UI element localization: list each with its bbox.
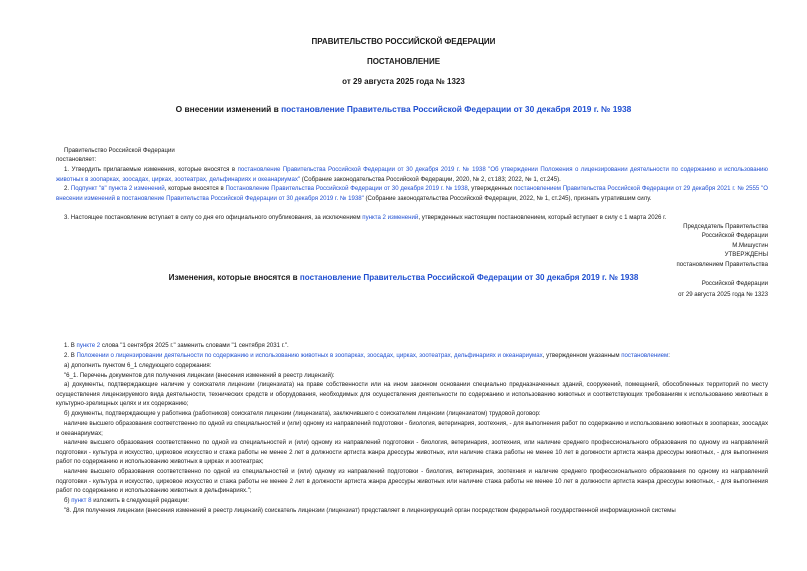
changes-title-link[interactable]: постановление Правительства Российской Федерации от 30 декабря 2019 г. № 1938 bbox=[299, 273, 639, 282]
item-1-text-a: 1. Утвердить прилагаемые изменения, которые вносятся в bbox=[64, 166, 238, 173]
item-2-link-resolution-2021[interactable]: постановлением Правительства Российской Федерации от 29 декабря 2021 г. № 2555 "О внесении изменений в постановление Правительства Российской Федерации от 30 декабря 2019 г. № 1938" bbox=[56, 185, 769, 202]
item-2 bbox=[56, 184, 768, 203]
item-2-link-subpoint[interactable]: Подпункт "в" пункта 2 изменений bbox=[70, 185, 165, 192]
item-3-text-a: 3. Настоящее постановление вступает в силу со дня его официального опубликования, за исключением bbox=[64, 214, 363, 221]
change-b-link-point-8[interactable]: пункт 8 bbox=[71, 497, 92, 504]
approved-by-line-3: от 29 августа 2025 года № 1323 bbox=[678, 291, 768, 298]
item-3 bbox=[56, 213, 768, 223]
item-2-text-c: , утвержденных bbox=[467, 185, 514, 192]
change-6-1-b-dolphinarium: наличие высшего образования соответственно по одной из специальностей и (или) одному из направлений подготовки - биология, ветеринария, зоотехния и наличие среднего профессионального образования по одному из направлений подготовки - культура и искусство, цирковое искусство и стажа работы не менее 2 лет в должности артиста жанра дрессуры животных или наличие стажа работы не менее 10 лет в должности артиста жанра дрессуры животных, - для выполнения работ по содержанию и использованию животных в дельфинариях."; bbox=[56, 468, 768, 495]
change-2 bbox=[56, 351, 768, 361]
change-2-text-c: : bbox=[668, 352, 670, 359]
header-date-number: от 29 августа 2025 года № 1323 bbox=[342, 77, 465, 86]
signature-country: Российской Федерации bbox=[701, 232, 768, 239]
change-6-1-heading: "6_1. Перечень документов для получения лицензии (внесения изменений в реестр лицензий): bbox=[64, 372, 335, 379]
item-3-text-b: , утвержденных настоящим постановлением, который вступает в силу с 1 марта 2026 г. bbox=[418, 214, 667, 221]
intro-line-1: Правительство Российской Федерации bbox=[64, 147, 175, 154]
change-1-link-point-2[interactable]: пункте 2 bbox=[76, 342, 101, 349]
change-2-text-b: , утвержденном указанным bbox=[542, 352, 622, 359]
document-title bbox=[0, 104, 807, 114]
change-6-1-b-zoo: наличие высшего образования соответственно по одной из специальностей и (или) одному из направлений подготовки - биология, ветеринария, зоотехния, - для выполнения работ по содержанию и использованию животных в зоопарках, зоосадах и океанариумах; bbox=[56, 420, 768, 437]
change-1 bbox=[56, 341, 768, 351]
change-b bbox=[56, 496, 768, 506]
change-b-text-b: изложить в следующей редакции: bbox=[91, 497, 190, 504]
item-1-link-resolution[interactable]: постановление Правительства Российской Федерации от 30 декабря 2019 г. № 1938 bbox=[237, 166, 486, 173]
item-2-text-b: , которые вносятся в bbox=[164, 185, 226, 192]
change-1-text-b: слова "1 сентября 2025 г." заменить словами "1 сентября 2031 г.". bbox=[100, 342, 289, 349]
change-b-text-a: б) bbox=[64, 497, 72, 504]
header-doc-type: ПОСТАНОВЛЕНИЕ bbox=[366, 57, 441, 66]
item-2-text-a: 2. bbox=[64, 185, 71, 192]
change-2-text-a: 2. В bbox=[64, 352, 77, 359]
change-6-1-b-circus: наличие высшего образования соответственно по одной из специальностей и (или) одному из направлений подготовки - биология, ветеринария, зоотехния, или наличие среднего профессионального образования по одному из направлений подготовки - культура и искусство, цирковое искусство и стажа работы не менее 2 лет в должности артиста жанра дрессуры животных, или наличие стажа работы не менее 10 лет в должности артиста жанра дрессуры животных, - для выполнения работ по содержанию и использованию животных в цирках и зоотеатрах; bbox=[56, 439, 768, 466]
header-org: ПРАВИТЕЛЬСТВО РОССИЙСКОЙ ФЕДЕРАЦИИ bbox=[311, 37, 496, 46]
item-1 bbox=[56, 165, 768, 184]
title-link[interactable]: постановление Правительства Российской Федерации от 30 декабря 2019 г. № 1938 bbox=[281, 104, 632, 114]
intro-line-2: постановляет: bbox=[56, 156, 97, 163]
change-6-1-b: б) документы, подтверждающие у работника (работников) соискателя лицензии (лицензиата), заключившего с соискателем лицензии (лицензиатом) трудовой договор: bbox=[64, 410, 541, 417]
change-6-1-a: а) документы, подтверждающие наличие у соискателя лицензии (лицензиата) на праве собственности или на ином законном основании специально предназначенных зданий, сооружений, помещений, обособленных территорий по месту осуществления лицензируемого вида деятельности, технических средств и оборудования, необходимых для осуществления деятельности по содержанию и использованию животных и соответствующих требованиям к использованию животных в культурно-зрелищных целях и их содержанию; bbox=[56, 381, 768, 408]
title-prefix: О внесении изменений в bbox=[175, 104, 282, 114]
change-1-text-a: 1. В bbox=[64, 342, 77, 349]
approved-label: УТВЕРЖДЕНЫ bbox=[724, 251, 768, 258]
change-a: а) дополнить пунктом 6_1 следующего содержания: bbox=[64, 362, 212, 369]
item-1-text-c: (Собрание законодательства Российской Федерации, 2020, № 2, ст.183; 2022, № 1, ст.245). bbox=[300, 175, 561, 183]
changes-title-prefix: Изменения, которые вносятся в bbox=[168, 273, 300, 282]
item-2-link-resolution[interactable]: Постановление Правительства Российской Федерации от 30 декабря 2019 г. № 1938 bbox=[225, 185, 468, 192]
item-1-link-regulation-title[interactable]: "Об утверждении Положения о лицензировании деятельности по содержанию и использованию животных в зоопарках, зоосадах, цирках, зоотеатрах, дельфинариях и океанариумах" bbox=[56, 166, 768, 183]
approved-by-line-1: постановлением Правительства bbox=[676, 261, 768, 268]
approved-by-line-2: Российской Федерации bbox=[701, 280, 768, 287]
changes-title bbox=[0, 273, 807, 282]
change-2-link-resolution[interactable]: постановлением bbox=[621, 352, 669, 359]
signature-name: М.Мишустин bbox=[732, 242, 768, 249]
item-2-text-d: (Собрание законодательства Российской Федерации, 2022, № 1, ст.245), признать утратившим силу. bbox=[363, 194, 652, 202]
signature-title: Председатель Правительства bbox=[683, 223, 768, 230]
change-2-link-regulation[interactable]: Положении о лицензировании деятельности по содержанию и использованию животных в зоопарках, зоосадах, цирках, зоотеатрах, дельфинариях и океанариумах bbox=[76, 352, 543, 359]
change-8-text: "8. Для получения лицензии (внесения изменений в реестр лицензий) соискатель лицензии (лицензиат) представляет в лицензирующий орган посредством федеральной государственной информационной системы bbox=[64, 507, 676, 514]
item-3-link-point-2[interactable]: пункта 2 изменений bbox=[362, 214, 419, 221]
